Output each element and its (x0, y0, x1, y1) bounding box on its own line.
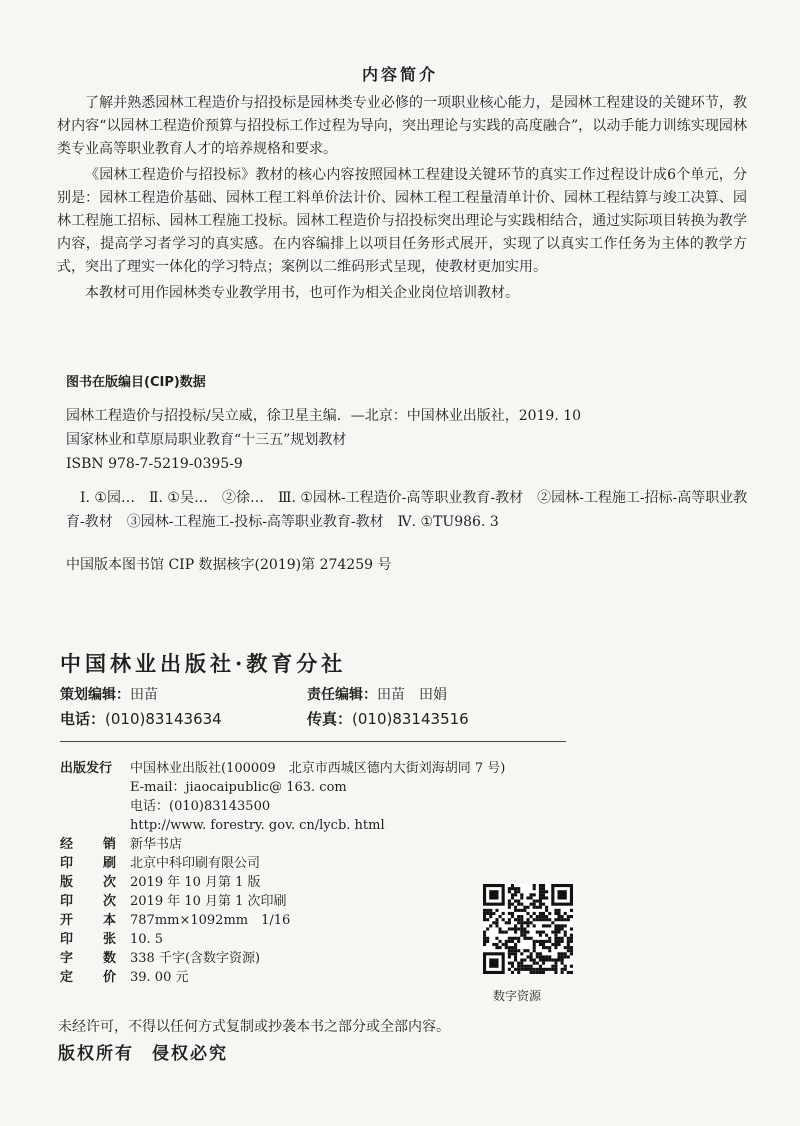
cip-line-series: 国家林业和草原局职业教育“十三五”规划教材 (66, 432, 347, 448)
info-value: 2019 年 10 月第 1 次印刷 (130, 894, 287, 909)
rights-text-1: 版权所有 (58, 1044, 134, 1064)
email-value: E-mail：jiaocaipublic@ 163. com (130, 780, 347, 795)
info-value: 39. 00 元 (130, 970, 189, 985)
info-label-char: 开 (60, 913, 74, 928)
cip-line-title: 园林工程造价与招投标/吴立威，徐卫星主编．—北京：中国林业出版社，2019. 10 (66, 408, 582, 424)
info-value: 2019 年 10 月第 1 版 (130, 875, 261, 890)
info-row (60, 854, 560, 873)
qr-caption: 数字资源 (493, 989, 542, 1003)
summary-paragraph-1: 了解并熟悉园林工程造价与招投标是园林类专业必修的一项职业核心能力，是园林工程建设的关键环节，教材内容“以园林工程造价预算与招投标工作过程为导向，突出理论与实践的高度融合”，以动手能力训练实现园林类专业高等职业教育人才的培养规格和要求。 (57, 95, 747, 158)
qr-code (483, 884, 573, 974)
info-label-char: 销 (102, 837, 116, 852)
planning-editor-label: 策划编辑： (60, 687, 130, 703)
info-value: 中国林业出版社(100009 北京市西城区德内大街刘海胡同 7 号) (130, 761, 506, 776)
info-label-char: 张 (102, 932, 116, 947)
info-label (60, 854, 116, 873)
info-label-char: 印 (60, 856, 74, 871)
info-label-char: 数 (102, 951, 116, 966)
cip-record-number (66, 553, 756, 577)
rights-text-2: 侵权必究 (152, 1044, 228, 1064)
info-label-char: 字 (60, 951, 74, 966)
responsible-editor: 田苗 田娟 (377, 687, 447, 703)
info-row-tel (60, 797, 560, 816)
info-label (60, 873, 116, 892)
info-value: 787mm×1092mm 1/16 (130, 913, 291, 928)
info-row-email (60, 778, 560, 797)
divider (60, 741, 566, 742)
summary-body (57, 92, 747, 307)
editor-row (60, 684, 447, 704)
summary-title: 内容简介 (361, 65, 438, 84)
info-label-char: 定 (60, 970, 74, 985)
planning-editor: 田苗 (130, 687, 158, 703)
cip-classification (66, 486, 756, 534)
info-value: 北京中科印刷有限公司 (130, 856, 261, 871)
summary-paragraph-3: 本教材可用作园林类专业教学用书，也可作为相关企业岗位培训教材。 (85, 284, 519, 301)
contact-row (60, 708, 469, 729)
info-row-distribution (60, 759, 560, 778)
info-label-char: 刷 (102, 856, 116, 871)
info-label-char: 印 (60, 894, 74, 909)
summary-paragraph-2: 《园林工程造价与招投标》教材的核心内容按照园林工程建设关键环节的真实工作过程设计成6个单元，分别是：园林工程造价基础、园林工程工料单价法计价、园林工程工程量清单计价、园林工程结算与竣工决算、园林工程施工招标、园林工程施工投标。园林工程造价与招投标突出理论与实践相结合，通过实际项目转换为教学内容，提高学习者学习的真实感。在内容编排上以项目任务形式展开，实现了以真实工作任务为主体的教学方式，突出了理实一体化的学习特点；案例以二维码形式呈现，使教材更加实用。 (57, 166, 747, 276)
info-value: 10. 5 (130, 932, 164, 947)
info-label-char: 版 (60, 875, 74, 890)
info-row (60, 835, 560, 854)
info-row-url (60, 816, 560, 835)
info-label-char: 次 (102, 875, 116, 890)
info-label (60, 835, 116, 854)
info-label-char: 本 (102, 913, 116, 928)
info-label (60, 911, 116, 930)
info-label-char: 价 (102, 970, 116, 985)
info-label (60, 949, 116, 968)
cip-line-isbn: ISBN 978-7-5219-0395-9 (66, 456, 243, 472)
info-value: 新华书店 (130, 837, 183, 852)
cip-heading: 图书在版编目(CIP)数据 (66, 375, 206, 390)
fax-value: (010)83143516 (352, 710, 469, 728)
url-value: http://www. forestry. gov. cn/lycb. html (130, 818, 385, 833)
rights-reserved (58, 1039, 228, 1064)
info-label: 出版发行 (60, 761, 113, 776)
phone-value: (010)83143634 (105, 710, 222, 728)
info-label-char: 印 (60, 932, 74, 947)
fax-label: 传真： (307, 710, 353, 728)
cip-record-lines (66, 404, 756, 476)
responsible-editor-label: 责任编辑： (307, 687, 377, 703)
cip-classification-text: Ⅰ. ①园… Ⅱ. ①吴… ②徐… Ⅲ. ①园林-工程造价-高等职业教育-教材 ②园林-工程施工-招标-高等职业教育-教材 ③园林-工程施工-投标-高等职业教育-教材 Ⅳ. ①TU986. 3 (66, 490, 748, 530)
info-label (60, 968, 116, 987)
info-label (60, 892, 116, 911)
copyright-notice: 未经许可，不得以任何方式复制或抄袭本书之部分或全部内容。 (58, 1019, 450, 1035)
info-value: 338 千字(含数字资源) (130, 951, 261, 966)
tel-value: 电话：(010)83143500 (130, 799, 271, 814)
info-label (60, 930, 116, 949)
cip-record-text: 中国版本图书馆 CIP 数据核字(2019)第 274259 号 (66, 557, 392, 573)
info-label-char: 经 (60, 837, 74, 852)
info-label-char: 次 (102, 894, 116, 909)
publisher-name: 中国林业出版社·教育分社 (60, 651, 347, 676)
phone-label: 电话： (60, 710, 106, 728)
